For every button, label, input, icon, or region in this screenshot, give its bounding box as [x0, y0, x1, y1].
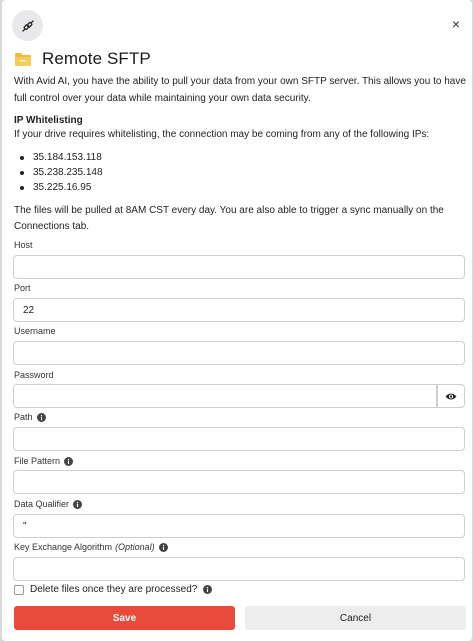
dialog-title: Remote SFTP — [42, 49, 151, 68]
ip-list — [20, 150, 103, 195]
show-password-button[interactable] — [437, 384, 465, 408]
ip-whitelist-heading: IP Whitelisting — [14, 115, 83, 126]
close-icon[interactable]: × — [451, 16, 461, 32]
info-icon[interactable] — [64, 457, 73, 466]
path-input[interactable] — [13, 427, 465, 451]
cancel-button[interactable]: Cancel — [245, 606, 466, 630]
delete-files-label: Delete files once they are processed? — [30, 584, 198, 595]
info-icon[interactable] — [159, 543, 168, 552]
save-button[interactable]: Save — [14, 606, 235, 630]
file-pattern-input[interactable] — [13, 470, 465, 494]
data-qualifier-label: Data Qualifier — [14, 499, 82, 509]
ip-whitelist-description: If your drive requires whitelisting, the connection may be coming from any of the following IPs: — [14, 129, 430, 140]
plug-disconnect-icon — [12, 10, 43, 41]
folder-icon — [14, 51, 32, 67]
port-label: Port — [14, 283, 31, 293]
list-item: 35.184.153.118 — [20, 150, 103, 165]
info-icon[interactable] — [203, 585, 212, 594]
delete-files-checkbox[interactable] — [14, 585, 24, 595]
password-input[interactable] — [13, 384, 437, 408]
username-input[interactable] — [13, 341, 465, 365]
dialog-header — [14, 48, 151, 70]
list-item: 35.238.235.148 — [20, 165, 103, 180]
key-exchange-input[interactable] — [13, 557, 465, 581]
schedule-note: The files will be pulled at 8AM CST every day. You are also able to trigger a sync manually on the Connections tab. — [14, 205, 444, 232]
delete-files-option — [14, 584, 212, 595]
info-icon[interactable] — [37, 413, 46, 422]
username-label: Username — [14, 326, 56, 336]
path-label: Path — [14, 412, 46, 422]
host-input[interactable] — [13, 255, 465, 279]
dialog-description: With Avid AI, you have the ability to pull your data from your own SFTP server. This allows you to have full control over your data while maintaining your own data security. — [14, 76, 466, 104]
info-icon[interactable] — [73, 500, 82, 509]
port-input[interactable]: 22 — [13, 298, 465, 322]
remote-sftp-dialog — [2, 0, 472, 641]
key-exchange-label: Key Exchange Algorithm (Optional) — [14, 542, 168, 552]
list-item: 35.225.16.95 — [20, 180, 103, 195]
host-label: Host — [14, 240, 33, 250]
data-qualifier-input[interactable]: " — [13, 514, 465, 538]
eye-icon — [445, 392, 457, 401]
password-label: Password — [14, 370, 54, 380]
file-pattern-label: File Pattern — [14, 456, 73, 466]
